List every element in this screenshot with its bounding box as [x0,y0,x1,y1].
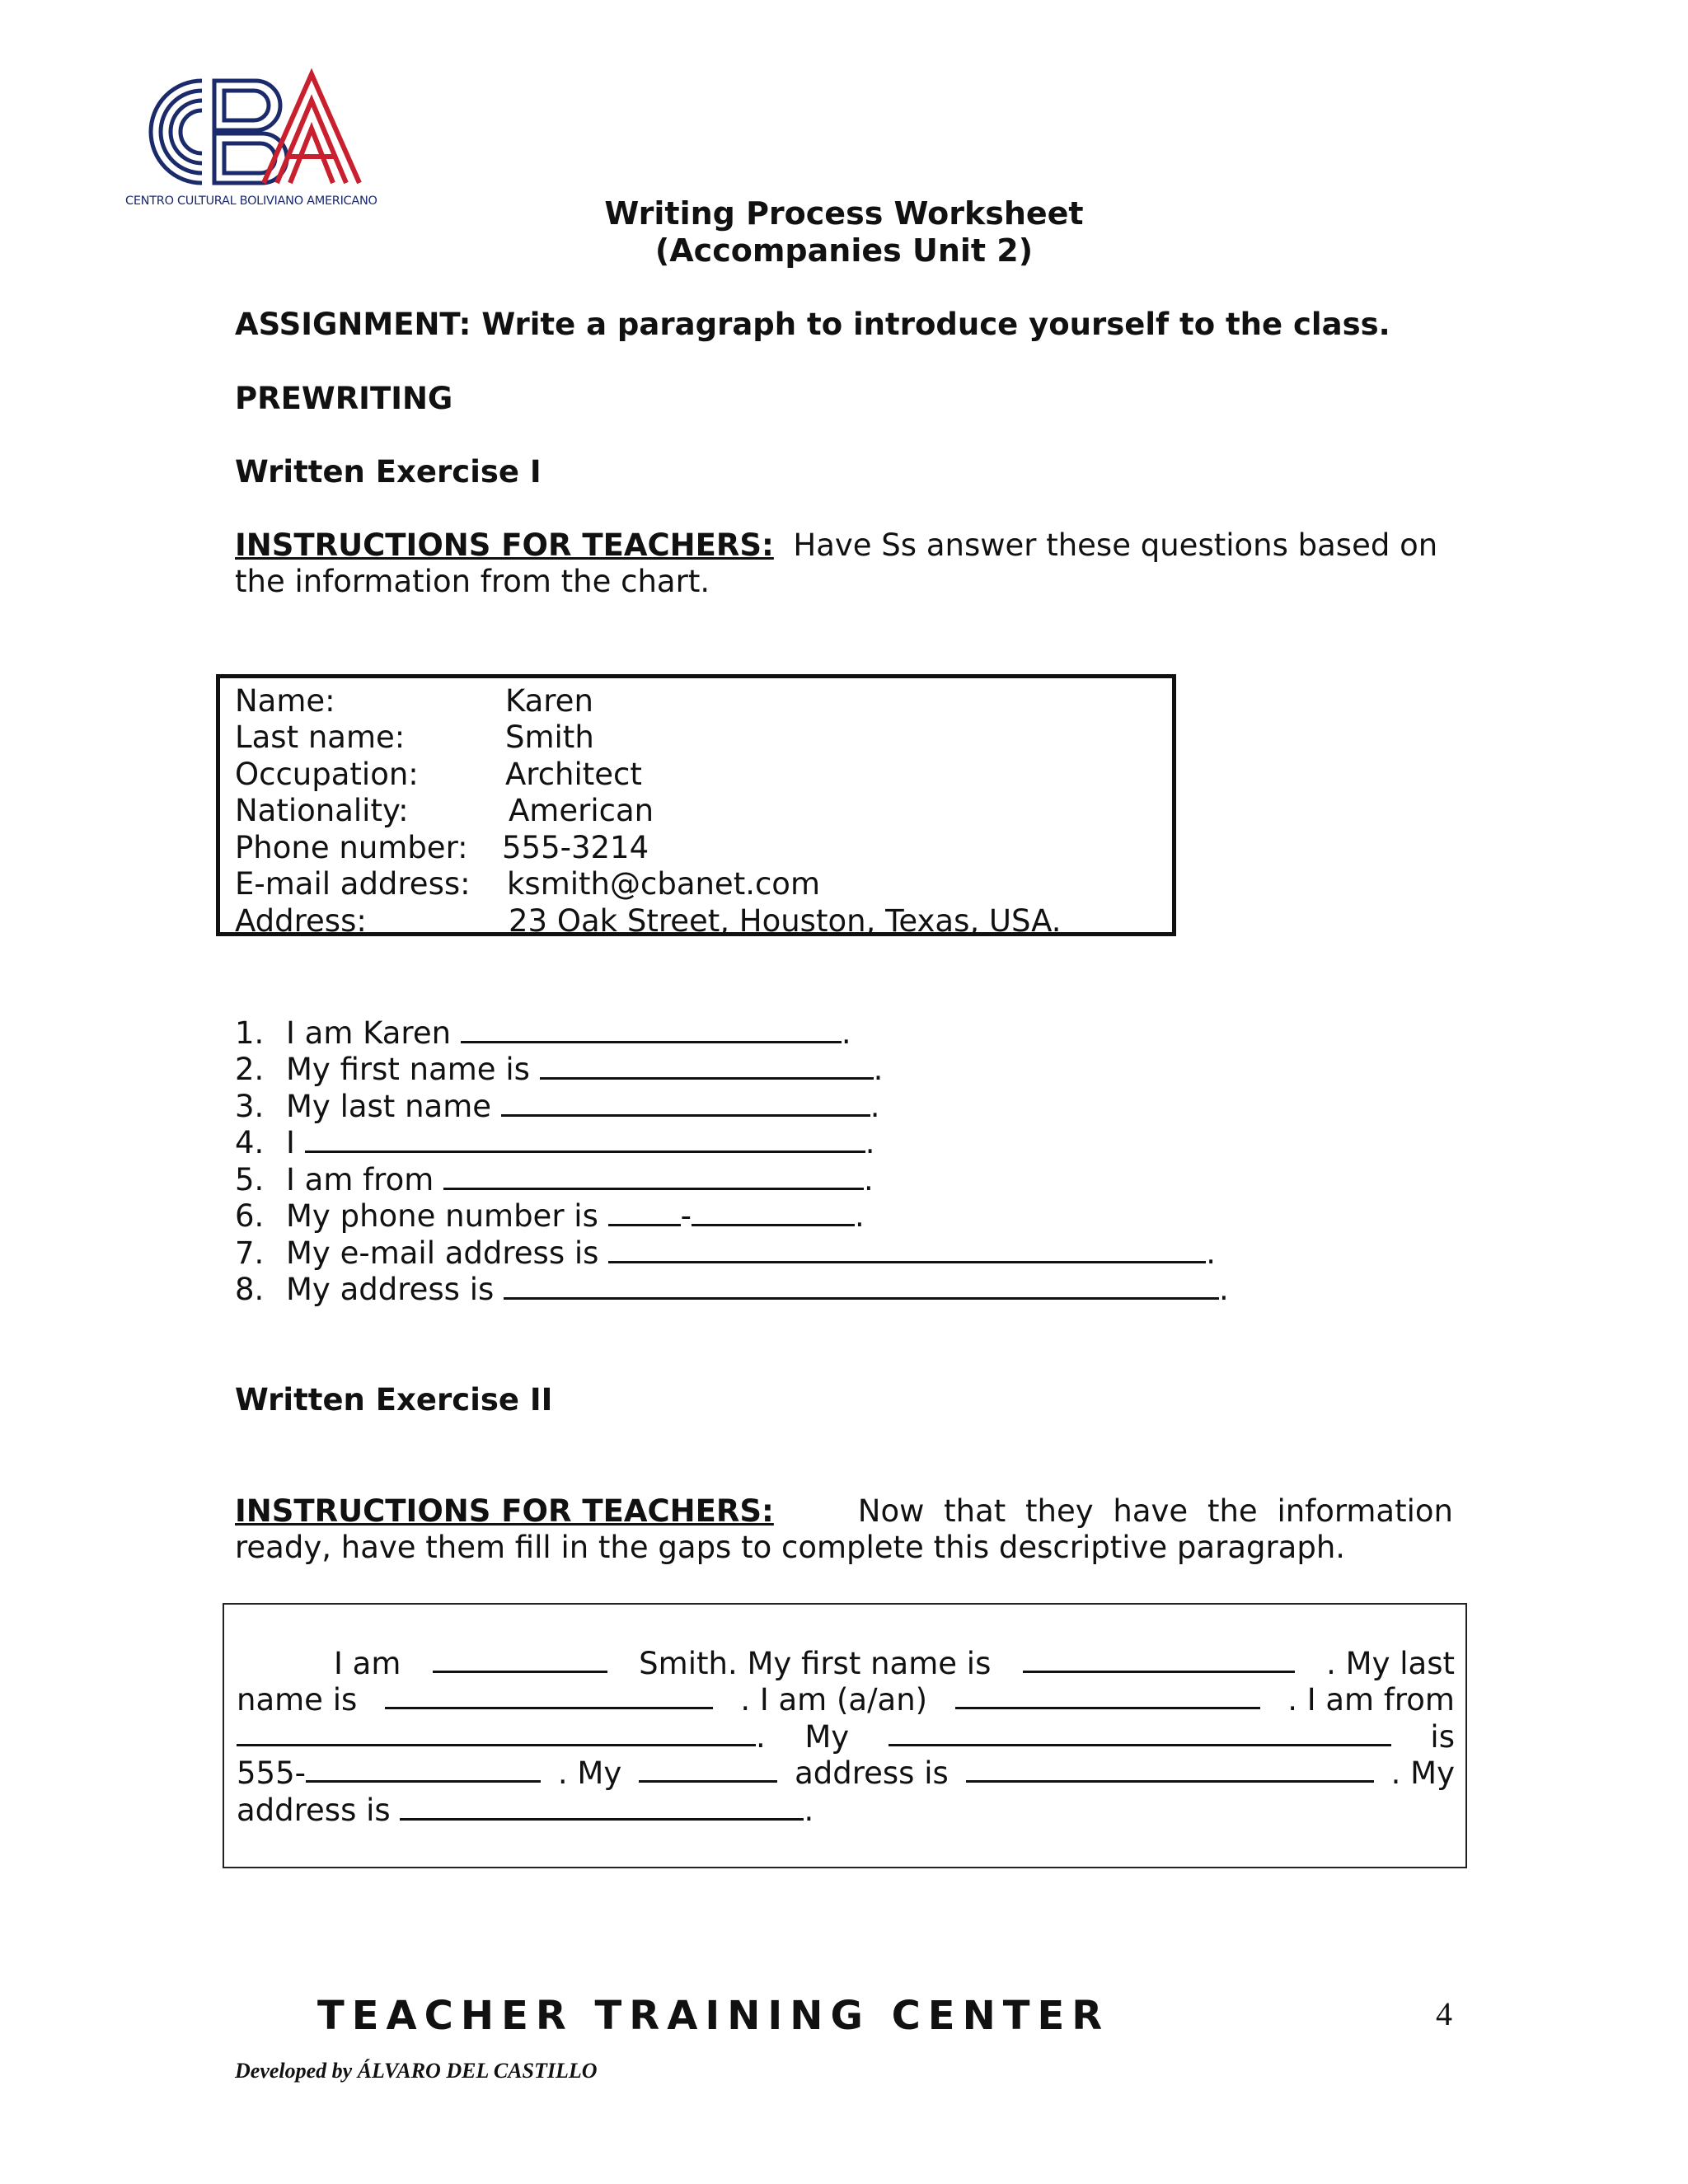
answer-blank[interactable] [540,1052,874,1080]
assignment: ASSIGNMENT: Write a paragraph to introduce yourself to the class. [235,307,1390,342]
exercise2-heading: Written Exercise II [235,1382,553,1418]
logo-caption: CENTRO CULTURAL BOLIVIANO AMERICANO [125,194,377,208]
question-4: 4. I . [235,1125,875,1160]
answer-blank[interactable] [501,1090,870,1117]
instructions-text: Now that they have the information [857,1493,1453,1529]
answer-blank[interactable] [461,1016,842,1043]
answer-blank[interactable] [504,1272,1219,1300]
exercise2-instructions-line2: ready, have them fill in the gaps to complete this descriptive paragraph. [235,1530,1346,1565]
paragraph-blank[interactable] [306,1755,541,1783]
paragraph-blank[interactable] [385,1682,713,1709]
answer-blank[interactable] [608,1236,1206,1263]
paragraph-blank[interactable] [889,1719,1391,1746]
developer-credit: Developed by ÁLVARO DEL CASTILLO [235,2059,598,2083]
worksheet-subtitle: (Accompanies Unit 2) [654,232,1034,269]
paragraph-blank[interactable] [433,1646,607,1673]
answer-blank[interactable] [608,1199,681,1226]
paragraph-blank[interactable] [1023,1646,1295,1673]
answer-blank[interactable] [443,1163,864,1190]
instructions-label: INSTRUCTIONS FOR TEACHERS: [235,1493,774,1529]
worksheet-title: Writing Process Worksheet [604,195,1084,232]
question-5: 5. I am from . [235,1162,874,1197]
prewriting-heading: PREWRITING [235,381,453,416]
question-8: 8. My address is . [235,1272,1229,1307]
paragraph-blank[interactable] [237,1719,756,1746]
question-3: 3. My last name . [235,1089,880,1124]
info-chart: Name: Karen Last name: Smith Occupation: Architect Nationality: American Phone number: 555-3214 E-mail address: ksmith@cbanet.com Address: 23 Oak Street, Houston, Texas, USA. [216,674,1176,936]
question-1: 1. I am Karen . [235,1015,851,1051]
paragraph-line-4: 555- . My address is . My [237,1755,1455,1791]
question-7: 7. My e-mail address is . [235,1235,1216,1271]
page-number: 4 [1436,1995,1452,2032]
exercise1-heading: Written Exercise I [235,454,542,490]
instructions-text: Have Ss answer these questions based on [793,527,1438,563]
question-2: 2. My first name is . [235,1052,884,1087]
paragraph-box [223,1603,1467,1868]
instructions-label: INSTRUCTIONS FOR TEACHERS: [235,527,774,563]
paragraph-line-1: I am Smith. My first name is . My last [334,1646,1455,1681]
footer-brand: TEACHER TRAINING CENTER [317,1993,1110,2039]
exercise1-instructions [235,527,1437,564]
paragraph-line-3: . My is [237,1719,1455,1755]
paragraph-blank[interactable] [955,1682,1260,1709]
paragraph-line-5: address is . [237,1793,814,1828]
exercise2-instructions [235,1493,1453,1530]
answer-blank[interactable] [305,1126,865,1153]
paragraph-line-2: name is . I am (a/an) . I am from [237,1682,1455,1718]
cba-logo [124,66,371,210]
cba-logo-mark [124,66,371,198]
paragraph-blank[interactable] [966,1755,1374,1783]
paragraph-blank[interactable] [400,1793,804,1821]
paragraph-blank[interactable] [639,1755,777,1783]
answer-blank[interactable] [692,1199,855,1226]
exercise1-instructions-line2: the information from the chart. [235,564,710,599]
question-6: 6. My phone number is - . [235,1198,865,1234]
